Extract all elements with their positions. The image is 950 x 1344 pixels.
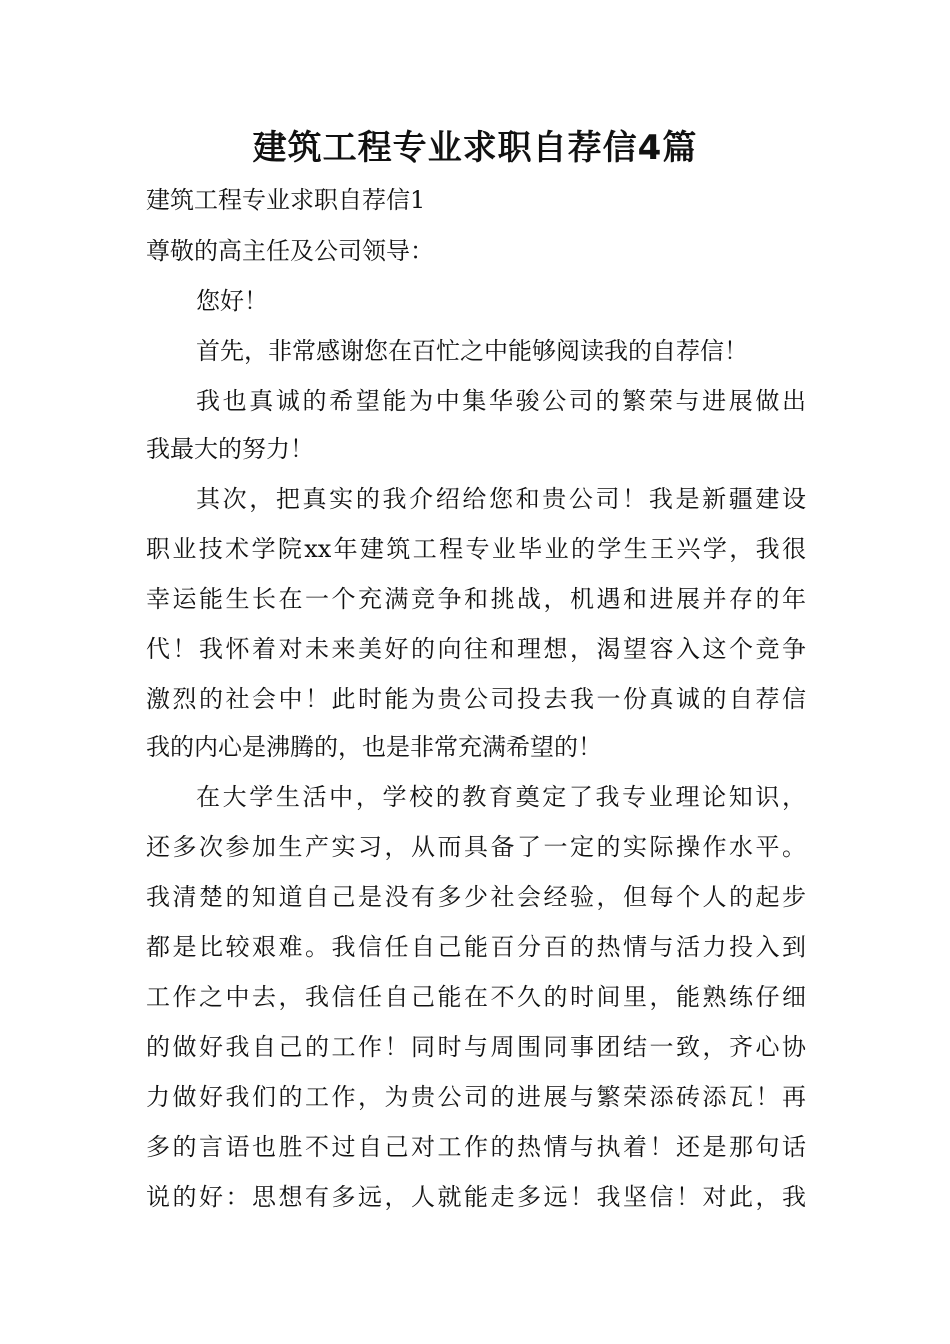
body-line: 首先，非常感谢您在百忙之中能够阅读我的自荐信！ xyxy=(196,337,748,365)
body-line: 幸运能生长在一个充满竞争和挑战，机遇和进展并存的年 xyxy=(146,585,806,613)
body-line: 代！我怀着对未来美好的向往和理想，渴望容入这个竞争 xyxy=(146,635,806,663)
body-line: 在大学生活中，学校的教育奠定了我专业理论知识， xyxy=(196,783,806,811)
body-line: 我也真诚的希望能为中集华骏公司的繁荣与进展做出 xyxy=(196,387,806,415)
body-line: 我的内心是沸腾的，也是非常充满希望的！ xyxy=(146,733,602,761)
document-title: 建筑工程专业求职自荐信4篇 xyxy=(252,128,698,168)
body-line: 力做好我们的工作，为贵公司的进展与繁荣添砖添瓦！再 xyxy=(146,1083,806,1111)
subheading-line: 建筑工程专业求职自荐信1 xyxy=(146,186,426,214)
body-line: 都是比较艰难。我信任自己能百分百的热情与活力投入到 xyxy=(146,933,806,961)
body-line: 其次，把真实的我介绍给您和贵公司！我是新疆建设 xyxy=(196,485,806,513)
body-line: 说的好：思想有多远，人就能走多远！我坚信！对此，我 xyxy=(146,1183,806,1211)
body-line: 多的言语也胜不过自己对工作的热情与执着！还是那句话 xyxy=(146,1133,806,1161)
body-line: 还多次参加生产实习，从而具备了一定的实际操作水平。 xyxy=(146,833,806,861)
body-line: 的做好我自己的工作！同时与周围同事团结一致，齐心协 xyxy=(146,1033,806,1061)
salutation-line: 尊敬的高主任及公司领导： xyxy=(146,237,434,265)
greeting-line: 您好！ xyxy=(196,287,268,315)
body-line: 我清楚的知道自己是没有多少社会经验，但每个人的起步 xyxy=(146,883,806,911)
body-line: 激烈的社会中！此时能为贵公司投去我一份真诚的自荐信 xyxy=(146,685,806,713)
body-line: 工作之中去，我信任自己能在不久的时间里，能熟练仔细 xyxy=(146,983,806,1011)
body-line: 我最大的努力！ xyxy=(146,435,314,463)
body-line: 职业技术学院xx年建筑工程专业毕业的学生王兴学，我很 xyxy=(146,535,806,563)
